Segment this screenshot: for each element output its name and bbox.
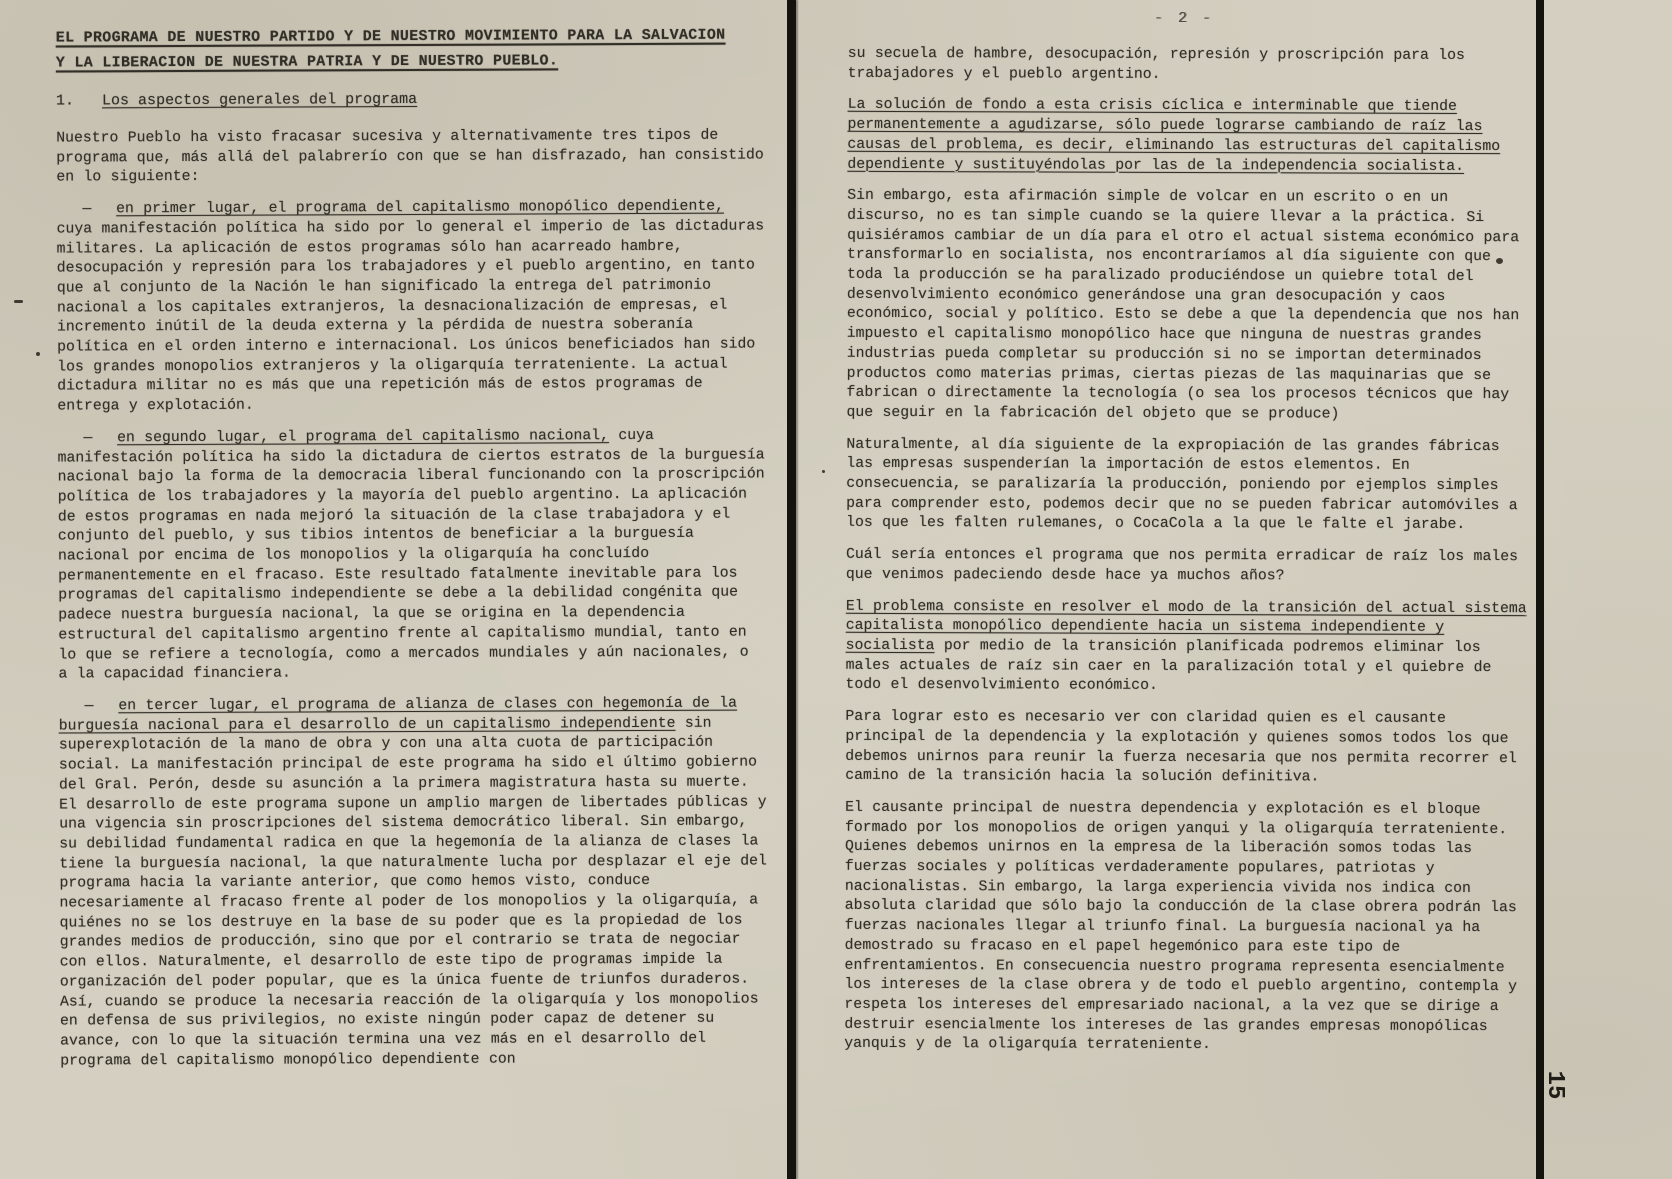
body-text: Para lograr esto es necesario ver con claridad quien es el causante principal de la dependencia y la explotación y quienes somos todos los que debemos unirnos para reunir la fuerza necesaria que nos permita recorrer el camino de la transición hacia la solución definitiva. bbox=[845, 708, 1517, 786]
body-text: Naturalmente, al día siguiente de la expropiación de las grandes fábricas las empresas suspenderían la importación de estos elementos. En consecuencia, se paralizaría la producción, poniendo por ejemplos simples para comprender esto, podemos decir que no se pueden fabricar automóviles a los que les falten rulemanes, o CocaCola a la que le falte el jarabe. bbox=[846, 436, 1518, 534]
paragraph bbox=[846, 435, 1528, 536]
underlined-text: en tercer lugar, el programa de alianza de clases con hegemonía de la burguesía nacional para el desarrollo de un capitalismo independiente bbox=[58, 695, 738, 735]
page-right bbox=[844, 9, 1530, 1069]
list-dash: — bbox=[84, 698, 119, 715]
center-fold-line bbox=[787, 0, 796, 1179]
paragraph bbox=[846, 597, 1528, 698]
page-number: 15 bbox=[1541, 1070, 1569, 1100]
paragraph bbox=[57, 426, 766, 685]
paragraph bbox=[846, 546, 1528, 588]
paragraph bbox=[845, 708, 1527, 789]
document-title bbox=[56, 22, 764, 75]
body-text: por medio de la transición planificada podremos eliminar los males actuales de raíz sin caer en la paralización total y el quiebre de todo el desenvolvimiento económico. bbox=[845, 638, 1492, 695]
section-heading bbox=[56, 88, 764, 111]
scan-artifact bbox=[822, 470, 825, 473]
body-text: cuya manifestación política ha sido la dictadura de ciertos estratos de la burguesía nacional bajo la forma de la democracia liberal funcionando con la proscripción política de los trabajadores y la mayoría del pueblo argentino. La aplicación de estos programas en nada mejoró la situación de la clase trabajadora y el conjunto del pueblo, y sus tibios intentos de beneficiar a la burguesía nacional por encima de los monopolios y la oligarquía ha concluído permanentemente en el fracaso. Este resultado fatalmente inevitable para los programas del capitalismo independiente se debe a la debilidad congénita que padece nuestra burguesía nacional, la que se origina en la dependencia estructural del capitalismo argentino frente al capitalismo mundial, tanto en lo que se refiere a tecnología, como a mercados mundiales y aún nacionales, o a la capacidad financiera. bbox=[57, 427, 765, 683]
list-dash: — bbox=[82, 201, 117, 218]
right-page-body bbox=[844, 45, 1530, 1057]
underlined-text: en segundo lugar, el programa del capitalismo nacional, bbox=[117, 427, 610, 447]
section-number: 1. bbox=[55, 92, 75, 110]
paragraph bbox=[59, 694, 769, 1071]
body-text: su secuela de hambre, desocupación, represión y proscripción para los trabajadores y el pueblo argentino. bbox=[847, 45, 1465, 83]
section-title: Los aspectos generales del programa bbox=[102, 90, 418, 110]
paragraph bbox=[848, 45, 1530, 87]
document-title-line2: Y LA LIBERACION DE NUESTRA PATRIA Y DE NUESTRO PUEBLO. bbox=[55, 52, 559, 72]
paragraph bbox=[844, 799, 1527, 1058]
paragraph bbox=[56, 126, 764, 188]
paragraph bbox=[847, 96, 1529, 177]
underlined-text: en primer lugar, el programa del capitalismo monopólico dependiente, bbox=[116, 198, 724, 218]
page-marker: - 2 - bbox=[1153, 9, 1214, 28]
document-title-line1: EL PROGRAMA DE NUESTRO PARTIDO Y DE NUESTRO MOVIMIENTO PARA LA SALVACION bbox=[55, 26, 726, 47]
scan-artifact bbox=[14, 300, 23, 303]
paragraph bbox=[846, 187, 1529, 426]
body-text: Nuestro Pueblo ha visto fracasar sucesiva y alternativamente tres tipos de programa que, más allá del palabrerío con que se han disfrazado, han consistido en lo siguiente: bbox=[56, 127, 764, 186]
right-edge-line bbox=[1536, 0, 1544, 1179]
scan-artifact bbox=[36, 352, 40, 356]
body-text: Sin embargo, esta afirmación simple de volcar en un escrito o en un discurso, no es tan simple cuando se la quiere llevar a la práctica. Si quisiéramos cambiar de un día para el otro el actual sistema económico para transformarlo en socialista, nos encontraríamos al día siguiente con que toda la producción se ha paralizado produciéndose un quiebre total del desenvolvimiento económico generándose una gran desocupación y caos económico, social y político. Esto se debe a que la dependencia que nos han impuesto el capitalismo monopólico hace que ninguna de nuestras grandes industrias pueda completar su producción si no se importan determinados productos como materias primas, ciertas piezas de las maquinarias que se fabrican o directamente la tecnología (o sea los procesos técnicos que hay que seguir en la fabricación del objeto que se produce) bbox=[846, 188, 1520, 423]
left-page-body bbox=[56, 126, 768, 1071]
body-text: El causante principal de nuestra dependencia y explotación es el bloque formado por los monopolios de origen yanqui y la oligarquía terrateniente. Quienes debemos unirnos en la empresa de la liberación somos todas las fuerzas sociales y políticas verdaderamente populares, patriotas y nacionalistas. Sin embargo, la larga experiencia vivida nos indica con absoluta claridad que sólo bajo la conducción de la clase obrera podrán las fuerzas nacionales llegar al triunfo final. La burguesía nacional ya ha demostrado su fracaso en el papel hegemónico para este tipo de enfrentamientos. En consecuencia nuestro programa representa esencialmente los intereses de la clase obrera y de todo el pueblo argentino, contempla y respeta los intereses del empresariado nacional, a la vez que se dirige a destruir esencialmente los intereses de las grandes empresas monopólicas yanquis y de la oligarquía terrateniente. bbox=[844, 799, 1517, 1054]
underlined-text: El problema consiste en resolver el modo de la transición del actual sistema capitalista monopólico dependiente hacia un sistema independiente y socialista bbox=[845, 598, 1527, 655]
page-left bbox=[56, 22, 769, 1083]
underlined-text: La solución de fondo a esta crisis cíclica e interminable que tiende permanentemente a agudizarse, sólo puede lograrse cambiando de raíz las causas del problema, es decir, eliminando las estructuras del capitalismo dependiente y sustituyéndolas por las de la independencia socialista. bbox=[847, 97, 1501, 175]
scan-artifact bbox=[1496, 258, 1503, 264]
body-text: sin superexplotación de la mano de obra y con una alta cuota de participación social. La manifestación principal de este programa ha sido el último gobierno del Gral. Perón, desde su asunción a la primera magistratura hasta su muerte. El desarrollo de este programa supone un amplio margen de libertades públicas y una vigencia sin proscripciones del sistema democrático liberal. Sin embargo, su debilidad fundamental radica en que la hegemonía de la alianza de clases la tiene la burguesía nacional, la que naturalmente lucha por desplazar el eje del programa hacia la variante anterior, que como hemos visto, conduce necesariamente al fracaso frente al poder de los monopolios y la oligarquía, a quiénes no se los destruye en la base de su poder que es la propiedad de los grandes medios de producción, sino que por el contrario se trata de negociar con ellos. Naturalmente, el desarrollo de este tipo de programas impide la organización del poder popular, que es la única fuente de triunfos duraderos. Así, cuando se produce la necesaria reacción de la oligarquía y los monopolios en defensa de sus privilegios, no existe ningún poder capaz de detener su avance, con lo que la situación termina una vez más en el desarrollo del programa del capitalismo monopólico dependiente con bbox=[58, 715, 767, 1070]
paragraph bbox=[56, 198, 765, 418]
body-text: cuya manifestación política ha sido por lo general el imperio de las dictaduras militares. La aplicación de estos programas sólo han acarreado hambre, desocupación y represión para los trabajadores y el pueblo argentino, en tanto que al conjunto de la Nación le han significado la entrega del patrimonio nacional a los capitales extranjeros, la desnacionalización de empresas, el incremento inútil de la deuda externa y la pérdida de nuestra soberanía política en el orden interno e internacional. Los únicos beneficiados han sido los grandes monopolios extranjeros y la oligarquía terrateniente. La actual dictadura militar no es más que una repetición más de estos programas de entrega y explotación. bbox=[56, 218, 765, 415]
body-text: Cuál sería entonces el programa que nos permita erradicar de raíz los males que venimos padeciendo desde hace ya muchos años? bbox=[845, 546, 1518, 585]
list-dash: — bbox=[83, 430, 118, 447]
